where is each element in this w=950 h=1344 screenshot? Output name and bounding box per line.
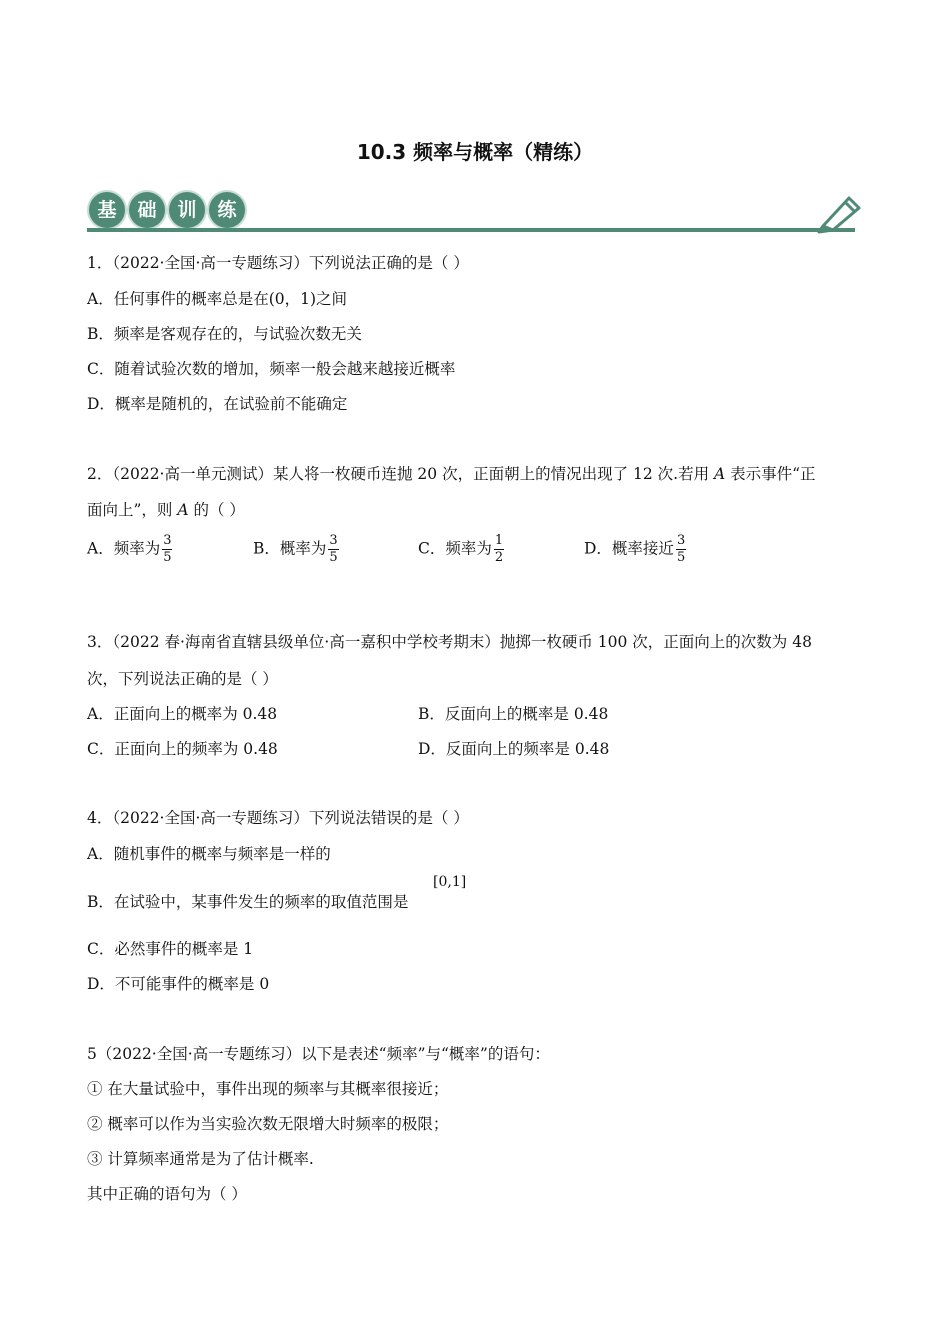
pencil-icon bbox=[815, 188, 863, 234]
q1-stem: 1．（2022·全国·高一专题练习）下列说法正确的是（ ） bbox=[87, 254, 469, 272]
q1-option-a: A．任何事件的概率总是在(0，1)之间 bbox=[87, 290, 348, 308]
fraction bbox=[676, 533, 686, 566]
fraction-den: 5 bbox=[676, 550, 686, 565]
q2-stem-text: 2．（2022·高一单元测试）某人将一枚硬币连抛 20 次，正面朝上的情况出现了 12 次.若用 bbox=[87, 465, 714, 483]
q2-stem-text: 的（ ） bbox=[188, 501, 245, 519]
fraction-num: 3 bbox=[163, 533, 172, 548]
option-label: A．频率为 bbox=[87, 539, 161, 558]
q4-option-b: B．在试验中，某事件发生的频率的取值范围是 bbox=[87, 893, 409, 911]
option-label: C．频率为 bbox=[418, 539, 492, 558]
q4-option-a: A．随机事件的概率与频率是一样的 bbox=[87, 845, 331, 863]
fraction-num: 3 bbox=[329, 533, 338, 548]
q1-option-d: D．概率是随机的，在试验前不能确定 bbox=[87, 395, 348, 413]
q2-stem-line1 bbox=[87, 462, 816, 484]
fraction-num: 1 bbox=[494, 533, 504, 548]
fraction-den: 2 bbox=[494, 550, 504, 565]
q2-option-d bbox=[584, 533, 686, 566]
q5-statement-3: ③ 计算频率通常是为了估计概率. bbox=[87, 1150, 314, 1168]
q2-option-a bbox=[87, 533, 172, 566]
fraction bbox=[328, 533, 338, 566]
q3-option-b: B．反面向上的概率是 0.48 bbox=[418, 705, 609, 723]
option-label: D．概率接近 bbox=[584, 539, 674, 558]
section-badge: 础 bbox=[129, 192, 165, 228]
page-title: 10.3 频率与概率（精练） bbox=[356, 140, 594, 164]
fraction bbox=[494, 533, 504, 566]
section-banner bbox=[87, 188, 867, 238]
q3-stem-line2: 次，下列说法正确的是（ ） bbox=[87, 670, 278, 688]
q3-stem-line1: 3．（2022 春·海南省直辖县级单位·高一嘉积中学校考期末）抛掷一枚硬币 100 次，正面向上的次数为 48 bbox=[87, 633, 812, 651]
section-badge: 练 bbox=[209, 192, 245, 228]
fraction-den: 5 bbox=[329, 550, 338, 565]
q3-option-d: D．反面向上的频率是 0.48 bbox=[418, 740, 610, 758]
option-label: B．概率为 bbox=[253, 539, 327, 558]
q4-option-c: C．必然事件的概率是 1 bbox=[87, 940, 254, 958]
q1-option-c: C．随着试验次数的增加，频率一般会越来越接近概率 bbox=[87, 360, 456, 378]
q1-option-b: B．频率是客观存在的，与试验次数无关 bbox=[87, 325, 362, 343]
q3-option-c: C．正面向上的频率为 0.48 bbox=[87, 740, 278, 758]
fraction bbox=[162, 533, 172, 566]
q2-event-var: A bbox=[177, 501, 189, 519]
q5-stem: 5（2022·全国·高一专题练习）以下是表述“频率”与“概率”的语句： bbox=[87, 1045, 550, 1063]
q5-ask: 其中正确的语句为（ ） bbox=[87, 1185, 247, 1203]
q3-option-a: A．正面向上的概率为 0.48 bbox=[87, 705, 278, 723]
q2-stem-text: 面向上”，则 bbox=[87, 501, 178, 519]
q5-statement-2: ② 概率可以作为当实验次数无限增大时频率的极限； bbox=[87, 1115, 449, 1133]
q5-statement-1: ① 在大量试验中，事件出现的频率与其概率很接近； bbox=[87, 1080, 449, 1098]
q2-option-c bbox=[418, 533, 504, 566]
fraction-num: 3 bbox=[676, 533, 686, 548]
q4-interval: [0,1] bbox=[433, 874, 467, 890]
q2-stem-text: 表示事件“正 bbox=[725, 465, 816, 483]
fraction-den: 5 bbox=[163, 550, 172, 565]
q2-stem-line2 bbox=[87, 498, 245, 520]
section-badge: 训 bbox=[169, 192, 205, 228]
q4-option-d: D．不可能事件的概率是 0 bbox=[87, 975, 270, 993]
q4-stem: 4．（2022·全国·高一专题练习）下列说法错误的是（ ） bbox=[87, 809, 469, 827]
q2-option-b bbox=[253, 533, 339, 566]
section-badge: 基 bbox=[89, 192, 125, 228]
q2-event-var: A bbox=[714, 465, 726, 483]
section-divider bbox=[87, 228, 855, 232]
